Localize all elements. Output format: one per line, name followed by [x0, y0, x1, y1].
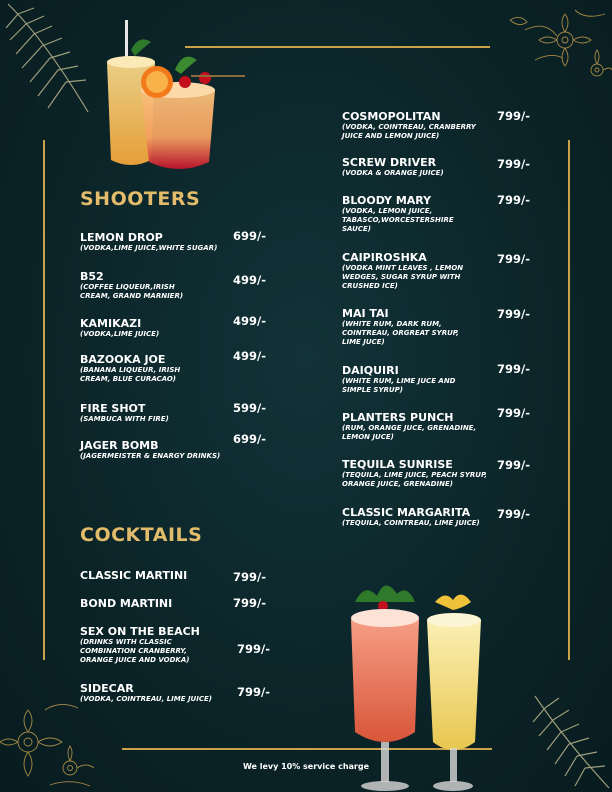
item-price: 799/- — [233, 570, 266, 584]
gold-floral-icon — [505, 0, 612, 95]
item-description: (TEQUILA, LIME JUICE, PEACH SYRUP, ORANGE JUICE, GRENADINE) — [342, 471, 487, 488]
item-name: DAIQUIRI — [342, 364, 399, 377]
item-price: 799/- — [497, 252, 530, 266]
item-price: 799/- — [497, 507, 530, 521]
item-description: (VODKA & ORANGE JUICE) — [342, 169, 444, 177]
menu-item-fire-shot — [80, 402, 210, 424]
item-name: SEX ON THE BEACH — [80, 625, 200, 638]
item-name: KAMIKAZI — [80, 317, 142, 330]
item-name: FIRE SHOT — [80, 402, 146, 415]
menu-item-planters-punch — [342, 411, 477, 442]
menu-item-sex-on-the-beach — [80, 625, 205, 665]
cocktail-glass-illustration — [335, 562, 490, 792]
item-description: (COFFEE LIQUEUR,IRISH CREAM, GRAND MARNIER) — [80, 283, 184, 300]
service-charge-note: We levy 10% service charge — [242, 762, 370, 771]
menu-item-caipiroshka — [342, 251, 472, 291]
item-description: (VODKA,LIME JUICE) — [80, 330, 160, 338]
cocktail-glass-illustration — [95, 20, 250, 175]
menu-item-lemon-drop — [80, 231, 230, 253]
item-price: 799/- — [497, 157, 530, 171]
item-name: COSMOPOLITAN — [342, 110, 441, 123]
menu-item-tequila-sunrise — [342, 458, 492, 489]
item-name: LEMON DROP — [80, 231, 163, 244]
cocktails-heading: COCKTAILS — [80, 524, 203, 546]
item-name: JAGER BOMB — [80, 439, 159, 452]
item-description: (WHITE RUM, LIME JUCE AND SIMPLE SYRUP) — [342, 377, 456, 394]
item-description: (SAMBUCA WITH FIRE) — [80, 415, 169, 423]
item-description: (VODKA, LEMON JUICE, TABASCO,WORCESTERSHIRE SAUCE) — [342, 207, 454, 233]
item-name: B52 — [80, 270, 104, 283]
menu-item-bond-martini — [80, 597, 230, 610]
item-price: 799/- — [497, 307, 530, 321]
item-name: BOND MARTINI — [80, 597, 173, 610]
shooters-heading: SHOOTERS — [80, 188, 201, 210]
palm-leaf-icon — [0, 0, 95, 120]
item-price: 799/- — [497, 193, 530, 207]
item-price: 699/- — [233, 432, 266, 446]
item-price: 799/- — [237, 685, 270, 699]
item-description: (VODKA,LIME JUICE,WHITE SUGAR) — [80, 244, 218, 252]
item-description: (WHITE RUM, DARK RUM, COINTREAU, ORGREAT SYRUP, LIME JUCE) — [342, 320, 459, 346]
menu-item-bazooka-joe — [80, 353, 190, 384]
item-price: 799/- — [497, 458, 530, 472]
item-name: BAZOOKA JOE — [80, 353, 166, 366]
item-description: (VODKA, COINTREAU, CRANBERRY JUICE AND LEMON JUICE) — [342, 123, 476, 140]
item-name: CAIPIROSHKA — [342, 251, 427, 264]
item-price: 799/- — [497, 109, 530, 123]
menu-item-screw-driver — [342, 156, 482, 178]
item-name: TEQUILA SUNRISE — [342, 458, 453, 471]
menu-item-mai-tai — [342, 307, 467, 347]
item-description: (TEQUILA, COINTREAU, LIME JUICE) — [342, 519, 480, 527]
menu-item-classic-martini — [80, 569, 230, 582]
item-name: CLASSIC MARTINI — [80, 569, 188, 582]
item-price: 499/- — [233, 314, 266, 328]
menu-item-b52 — [80, 270, 205, 301]
menu-item-bloody-mary — [342, 194, 462, 234]
item-description: (VODKA, COINTREAU, LIME JUICE) — [80, 695, 212, 703]
item-name: SCREW DRIVER — [342, 156, 437, 169]
palm-leaf-icon — [525, 690, 612, 792]
item-name: CLASSIC MARGARITA — [342, 506, 471, 519]
right-gold-rule — [568, 140, 570, 660]
menu-item-daiquiri — [342, 364, 462, 395]
menu-item-classic-margarita — [342, 506, 492, 528]
menu-item-cosmopolitan — [342, 110, 482, 141]
item-price: 699/- — [233, 229, 266, 243]
item-description: (VODKA MINT LEAVES , LEMON WEDGES, SUGAR SYRUP WITH CRUSHED ICE) — [342, 264, 464, 290]
left-gold-rule — [43, 140, 45, 660]
item-price: 799/- — [233, 596, 266, 610]
menu-item-kamikazi — [80, 317, 210, 339]
item-name: SIDECAR — [80, 682, 134, 695]
item-price: 799/- — [497, 406, 530, 420]
item-description: (DRINKS WITH CLASSIC COMBINATION CRANBERRY, ORANGE JUICE AND VODKA) — [80, 638, 190, 664]
item-description: (BANANA LIQUEUR, IRISH CREAM, BLUE CURACAO) — [80, 366, 181, 383]
menu-item-jager-bomb — [80, 439, 240, 461]
item-name: MAI TAI — [342, 307, 389, 320]
item-price: 499/- — [233, 349, 266, 363]
item-price: 799/- — [497, 362, 530, 376]
gold-floral-icon — [0, 690, 110, 792]
menu-item-sidecar — [80, 682, 230, 704]
item-description: (JAGERMEISTER & ENARGY DRINKS) — [80, 452, 221, 460]
item-price: 599/- — [233, 401, 266, 415]
item-price: 499/- — [233, 273, 266, 287]
item-name: PLANTERS PUNCH — [342, 411, 454, 424]
item-description: (RUM, ORANGE JUCE, GRENADINE, LEMON JUCE) — [342, 424, 477, 441]
item-price: 799/- — [237, 642, 270, 656]
item-name: BLOODY MARY — [342, 194, 432, 207]
